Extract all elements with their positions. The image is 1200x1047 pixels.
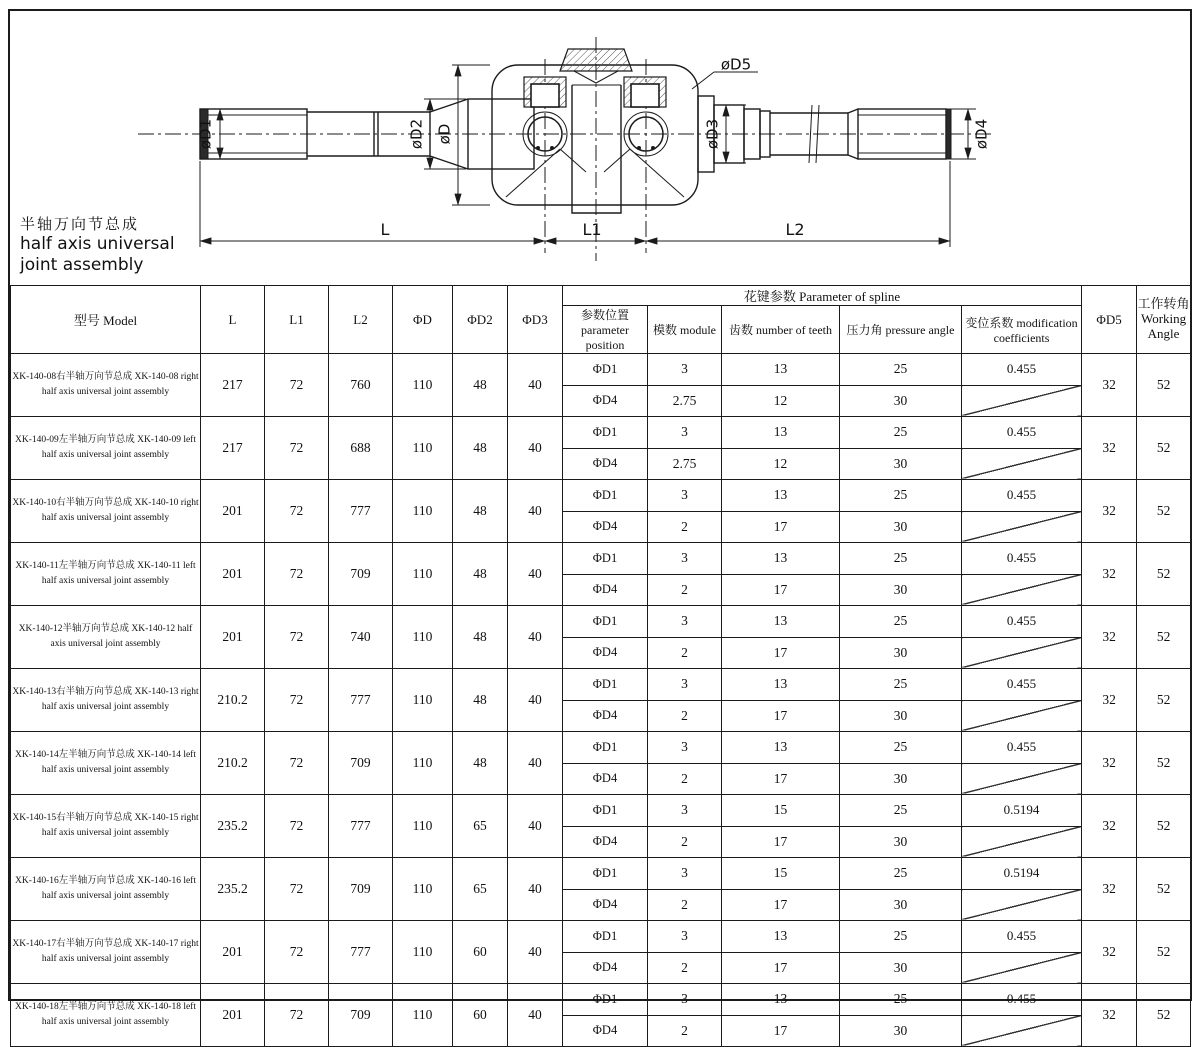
model-cell: XK-140-11左半轴万向节总成 XK-140-11 left half axis universal joint assembly (11, 543, 201, 606)
dim-label-d2: øD2 (407, 118, 426, 150)
spline-coeff-slash-cell (962, 763, 1082, 795)
l1-value-cell: 72 (265, 858, 329, 921)
d2-value-cell: 48 (453, 669, 508, 732)
l1-value-cell: 72 (265, 543, 329, 606)
spline-coeff-slash-cell (962, 448, 1082, 480)
table-row (11, 417, 1191, 449)
l1-value-cell: 72 (265, 669, 329, 732)
l-value-cell: 201 (201, 984, 265, 1047)
spline-teeth-cell: 17 (722, 700, 840, 732)
d-value-cell: 110 (393, 417, 453, 480)
spline-angle-cell: 30 (840, 637, 962, 669)
d-value-cell: 110 (393, 543, 453, 606)
d3-value-cell: 40 (508, 480, 563, 543)
spline-position-cell: ΦD1 (563, 795, 648, 827)
model-cell: XK-140-09左半轴万向节总成 XK-140-09 left half axis universal joint assembly (11, 417, 201, 480)
l2-value-cell: 709 (329, 732, 393, 795)
l-value-cell: 201 (201, 921, 265, 984)
l1-value-cell: 72 (265, 732, 329, 795)
spline-position-cell: ΦD1 (563, 543, 648, 575)
l2-value-cell: 709 (329, 984, 393, 1047)
d3-value-cell: 40 (508, 606, 563, 669)
spline-module-cell: 2 (648, 700, 722, 732)
spline-position-cell: ΦD1 (563, 669, 648, 701)
d3-value-cell: 40 (508, 417, 563, 480)
spline-module-cell: 3 (648, 669, 722, 701)
table-row (11, 984, 1191, 1016)
d2-value-cell: 48 (453, 606, 508, 669)
working-angle-value-cell: 52 (1137, 354, 1191, 417)
l2-value-cell: 777 (329, 921, 393, 984)
dim-label-d1: øD1 (196, 118, 215, 150)
l-value-cell: 201 (201, 480, 265, 543)
l2-value-cell: 709 (329, 858, 393, 921)
working-angle-en: Working Angle (1140, 311, 1187, 341)
spline-angle-cell: 30 (840, 763, 962, 795)
d5-value-cell: 32 (1082, 858, 1137, 921)
spline-coeff-cell: 0.455 (962, 669, 1082, 701)
spline-angle-cell: 25 (840, 480, 962, 512)
col-header-mod-coeff: 变位系数 modification coefficients (962, 306, 1082, 354)
d3-value-cell: 40 (508, 543, 563, 606)
spline-teeth-cell: 17 (722, 763, 840, 795)
spline-coeff-cell: 0.5194 (962, 858, 1082, 890)
spline-position-cell: ΦD4 (563, 889, 648, 921)
spline-coeff-cell: 0.455 (962, 354, 1082, 386)
d2-value-cell: 48 (453, 480, 508, 543)
model-cell: XK-140-08右半轴万向节总成 XK-140-08 right half axis universal joint assembly (11, 354, 201, 417)
table-row (11, 543, 1191, 575)
l-value-cell: 201 (201, 543, 265, 606)
dim-label-L1: L1 (582, 220, 602, 239)
col-header-working-angle (1137, 286, 1191, 354)
spline-module-cell: 2.75 (648, 448, 722, 480)
title-block (20, 213, 175, 277)
spline-module-cell: 2 (648, 889, 722, 921)
spline-position-cell: ΦD4 (563, 511, 648, 543)
spline-module-cell: 3 (648, 921, 722, 953)
spline-angle-cell: 25 (840, 606, 962, 638)
spline-position-cell: ΦD4 (563, 448, 648, 480)
assembly-title-en-line2: joint assembly (20, 255, 144, 276)
d-value-cell: 110 (393, 732, 453, 795)
spline-teeth-cell: 17 (722, 826, 840, 858)
spline-teeth-cell: 13 (722, 354, 840, 386)
table-row (11, 669, 1191, 701)
col-header-module: 模数 module (648, 306, 722, 354)
spline-angle-cell: 25 (840, 354, 962, 386)
spline-coeff-cell: 0.455 (962, 921, 1082, 953)
spline-angle-cell: 30 (840, 1015, 962, 1047)
l1-value-cell: 72 (265, 984, 329, 1047)
spline-teeth-cell: 13 (722, 669, 840, 701)
spline-module-cell: 2 (648, 574, 722, 606)
col-header-spline-group: 花键参数 Parameter of spline (563, 286, 1082, 306)
working-angle-cn: 工作转角 (1137, 296, 1190, 312)
spline-angle-cell: 30 (840, 889, 962, 921)
assembly-title-cn: 半轴万向节总成 (20, 215, 140, 233)
spline-position-cell: ΦD1 (563, 354, 648, 386)
d2-value-cell: 48 (453, 732, 508, 795)
col-header-l2: L2 (329, 286, 393, 354)
d5-value-cell: 32 (1082, 732, 1137, 795)
spline-coeff-slash-cell (962, 511, 1082, 543)
spline-module-cell: 3 (648, 543, 722, 575)
spline-position-cell: ΦD1 (563, 921, 648, 953)
d5-value-cell: 32 (1082, 480, 1137, 543)
d-value-cell: 110 (393, 354, 453, 417)
spline-teeth-cell: 12 (722, 448, 840, 480)
spline-module-cell: 3 (648, 858, 722, 890)
spline-coeff-cell: 0.455 (962, 543, 1082, 575)
spline-position-cell: ΦD4 (563, 574, 648, 606)
spline-module-cell: 3 (648, 732, 722, 764)
spec-table-body (11, 354, 1191, 1047)
dim-label-d5: øD5 (720, 55, 752, 74)
l2-value-cell: 709 (329, 543, 393, 606)
spline-angle-cell: 25 (840, 984, 962, 1016)
working-angle-value-cell: 52 (1137, 921, 1191, 984)
spline-position-cell: ΦD1 (563, 480, 648, 512)
spline-module-cell: 2 (648, 952, 722, 984)
spline-position-cell: ΦD1 (563, 606, 648, 638)
spline-teeth-cell: 12 (722, 385, 840, 417)
model-cell: XK-140-17右半轴万向节总成 XK-140-17 right half axis universal joint assembly (11, 921, 201, 984)
l1-value-cell: 72 (265, 795, 329, 858)
d2-value-cell: 60 (453, 984, 508, 1047)
d2-value-cell: 60 (453, 921, 508, 984)
spline-teeth-cell: 17 (722, 889, 840, 921)
right-shaft-end-band (946, 109, 951, 159)
d5-value-cell: 32 (1082, 984, 1137, 1047)
col-header-d3: ΦD3 (508, 286, 563, 354)
model-cell: XK-140-13右半轴万向节总成 XK-140-13 right half axis universal joint assembly (11, 669, 201, 732)
spline-position-cell: ΦD1 (563, 417, 648, 449)
d3-value-cell: 40 (508, 921, 563, 984)
d2-value-cell: 65 (453, 795, 508, 858)
spline-position-cell: ΦD4 (563, 700, 648, 732)
spline-coeff-cell: 0.5194 (962, 795, 1082, 827)
spline-coeff-slash-cell (962, 889, 1082, 921)
spline-angle-cell: 30 (840, 511, 962, 543)
d2-value-cell: 48 (453, 354, 508, 417)
spline-position-cell: ΦD4 (563, 1015, 648, 1047)
spline-angle-cell: 25 (840, 795, 962, 827)
spline-coeff-cell: 0.455 (962, 732, 1082, 764)
l2-value-cell: 760 (329, 354, 393, 417)
l-value-cell: 217 (201, 354, 265, 417)
spline-module-cell: 2 (648, 511, 722, 543)
spline-angle-cell: 30 (840, 574, 962, 606)
spline-coeff-slash-cell (962, 700, 1082, 732)
spline-module-cell: 2 (648, 637, 722, 669)
spline-position-cell: ΦD4 (563, 826, 648, 858)
spline-teeth-cell: 15 (722, 795, 840, 827)
working-angle-value-cell: 52 (1137, 669, 1191, 732)
spline-angle-cell: 30 (840, 826, 962, 858)
dim-label-d3: øD3 (703, 118, 722, 150)
spline-teeth-cell: 13 (722, 417, 840, 449)
spline-coeff-slash-cell (962, 574, 1082, 606)
spline-teeth-cell: 17 (722, 637, 840, 669)
d-value-cell: 110 (393, 984, 453, 1047)
dim-label-L: L (380, 220, 390, 239)
d-value-cell: 110 (393, 480, 453, 543)
d3-value-cell: 40 (508, 669, 563, 732)
l-value-cell: 210.2 (201, 669, 265, 732)
spline-module-cell: 3 (648, 795, 722, 827)
col-header-d2: ΦD2 (453, 286, 508, 354)
l2-value-cell: 777 (329, 795, 393, 858)
spline-angle-cell: 25 (840, 543, 962, 575)
col-header-d5: ΦD5 (1082, 286, 1137, 354)
dim-label-d: øD (435, 123, 454, 145)
table-row (11, 921, 1191, 953)
spline-angle-cell: 25 (840, 921, 962, 953)
l-value-cell: 235.2 (201, 795, 265, 858)
spline-teeth-cell: 17 (722, 1015, 840, 1047)
l1-value-cell: 72 (265, 480, 329, 543)
l-value-cell: 210.2 (201, 732, 265, 795)
working-angle-value-cell: 52 (1137, 732, 1191, 795)
spline-position-cell: ΦD4 (563, 763, 648, 795)
spline-module-cell: 3 (648, 984, 722, 1016)
l-value-cell: 235.2 (201, 858, 265, 921)
spline-angle-cell: 30 (840, 952, 962, 984)
spline-teeth-cell: 17 (722, 952, 840, 984)
d-value-cell: 110 (393, 606, 453, 669)
spline-position-cell: ΦD4 (563, 637, 648, 669)
l1-value-cell: 72 (265, 354, 329, 417)
working-angle-value-cell: 52 (1137, 795, 1191, 858)
spline-module-cell: 2 (648, 1015, 722, 1047)
spline-angle-cell: 25 (840, 858, 962, 890)
table-row (11, 606, 1191, 638)
table-row (11, 795, 1191, 827)
working-angle-value-cell: 52 (1137, 543, 1191, 606)
spline-module-cell: 2 (648, 826, 722, 858)
d3-value-cell: 40 (508, 858, 563, 921)
d3-value-cell: 40 (508, 732, 563, 795)
spline-position-cell: ΦD1 (563, 732, 648, 764)
d3-value-cell: 40 (508, 984, 563, 1047)
d5-value-cell: 32 (1082, 921, 1137, 984)
table-row (11, 858, 1191, 890)
spline-coeff-cell: 0.455 (962, 417, 1082, 449)
l1-value-cell: 72 (265, 417, 329, 480)
spline-teeth-cell: 13 (722, 984, 840, 1016)
spline-teeth-cell: 13 (722, 480, 840, 512)
d-value-cell: 110 (393, 669, 453, 732)
spline-teeth-cell: 13 (722, 606, 840, 638)
spline-teeth-cell: 13 (722, 921, 840, 953)
model-cell: XK-140-10右半轴万向节总成 XK-140-10 right half axis universal joint assembly (11, 480, 201, 543)
l-value-cell: 201 (201, 606, 265, 669)
col-header-model: 型号 Model (11, 286, 201, 354)
spline-coeff-cell: 0.455 (962, 480, 1082, 512)
spline-position-cell: ΦD1 (563, 858, 648, 890)
table-row (11, 354, 1191, 386)
spline-module-cell: 3 (648, 606, 722, 638)
spline-module-cell: 2.75 (648, 385, 722, 417)
spec-table (10, 285, 1191, 1047)
l2-value-cell: 740 (329, 606, 393, 669)
l-value-cell: 217 (201, 417, 265, 480)
spline-position-cell: ΦD4 (563, 385, 648, 417)
spline-module-cell: 3 (648, 417, 722, 449)
assembly-drawing (10, 11, 1194, 287)
working-angle-value-cell: 52 (1137, 606, 1191, 669)
l1-value-cell: 72 (265, 921, 329, 984)
spline-coeff-slash-cell (962, 1015, 1082, 1047)
spline-position-cell: ΦD1 (563, 984, 648, 1016)
d-value-cell: 110 (393, 858, 453, 921)
model-cell: XK-140-12半轴万向节总成 XK-140-12 half axis universal joint assembly (11, 606, 201, 669)
d3-value-cell: 40 (508, 354, 563, 417)
col-header-teeth: 齿数 number of teeth (722, 306, 840, 354)
center-top-cap (560, 49, 632, 71)
drawing-sheet (8, 9, 1192, 1038)
l2-value-cell: 688 (329, 417, 393, 480)
l1-value-cell: 72 (265, 606, 329, 669)
spline-teeth-cell: 13 (722, 732, 840, 764)
table-row (11, 732, 1191, 764)
col-header-pressure-angle: 压力角 pressure angle (840, 306, 962, 354)
spline-coeff-slash-cell (962, 385, 1082, 417)
working-angle-value-cell: 52 (1137, 417, 1191, 480)
assembly-title-en-line1: half axis universal (20, 234, 175, 254)
dim-label-d4: øD4 (972, 118, 991, 150)
model-cell: XK-140-15右半轴万向节总成 XK-140-15 right half axis universal joint assembly (11, 795, 201, 858)
d5-value-cell: 32 (1082, 417, 1137, 480)
model-cell: XK-140-14左半轴万向节总成 XK-140-14 left half axis universal joint assembly (11, 732, 201, 795)
d2-value-cell: 65 (453, 858, 508, 921)
spline-coeff-slash-cell (962, 952, 1082, 984)
model-cell: XK-140-18左半轴万向节总成 XK-140-18 left half axis universal joint assembly (11, 984, 201, 1047)
table-row (11, 480, 1191, 512)
d2-value-cell: 48 (453, 417, 508, 480)
model-cell: XK-140-16左半轴万向节总成 XK-140-16 left half axis universal joint assembly (11, 858, 201, 921)
working-angle-value-cell: 52 (1137, 858, 1191, 921)
spline-angle-cell: 25 (840, 732, 962, 764)
dim-label-L2: L2 (785, 220, 805, 239)
spline-angle-cell: 30 (840, 700, 962, 732)
col-header-d: ΦD (393, 286, 453, 354)
spline-angle-cell: 25 (840, 417, 962, 449)
d5-value-cell: 32 (1082, 543, 1137, 606)
spline-coeff-cell: 0.455 (962, 984, 1082, 1016)
spline-teeth-cell: 13 (722, 543, 840, 575)
spline-module-cell: 3 (648, 480, 722, 512)
spline-teeth-cell: 17 (722, 511, 840, 543)
d5-value-cell: 32 (1082, 354, 1137, 417)
spline-teeth-cell: 15 (722, 858, 840, 890)
spline-teeth-cell: 17 (722, 574, 840, 606)
spline-coeff-slash-cell (962, 637, 1082, 669)
working-angle-value-cell: 52 (1137, 984, 1191, 1047)
col-header-param-position: 参数位置 parameter position (563, 306, 648, 354)
l2-value-cell: 777 (329, 669, 393, 732)
d2-value-cell: 48 (453, 543, 508, 606)
spline-angle-cell: 25 (840, 669, 962, 701)
spline-coeff-cell: 0.455 (962, 606, 1082, 638)
spline-coeff-slash-cell (962, 826, 1082, 858)
d-value-cell: 110 (393, 795, 453, 858)
spline-position-cell: ΦD4 (563, 952, 648, 984)
d5-value-cell: 32 (1082, 606, 1137, 669)
spline-angle-cell: 30 (840, 385, 962, 417)
col-header-l: L (201, 286, 265, 354)
joint-line-art (138, 37, 992, 261)
l2-value-cell: 777 (329, 480, 393, 543)
spline-module-cell: 2 (648, 763, 722, 795)
spline-angle-cell: 30 (840, 448, 962, 480)
d-value-cell: 110 (393, 921, 453, 984)
spline-module-cell: 3 (648, 354, 722, 386)
d3-value-cell: 40 (508, 795, 563, 858)
working-angle-value-cell: 52 (1137, 480, 1191, 543)
col-header-l1: L1 (265, 286, 329, 354)
d5-value-cell: 32 (1082, 669, 1137, 732)
d5-value-cell: 32 (1082, 795, 1137, 858)
